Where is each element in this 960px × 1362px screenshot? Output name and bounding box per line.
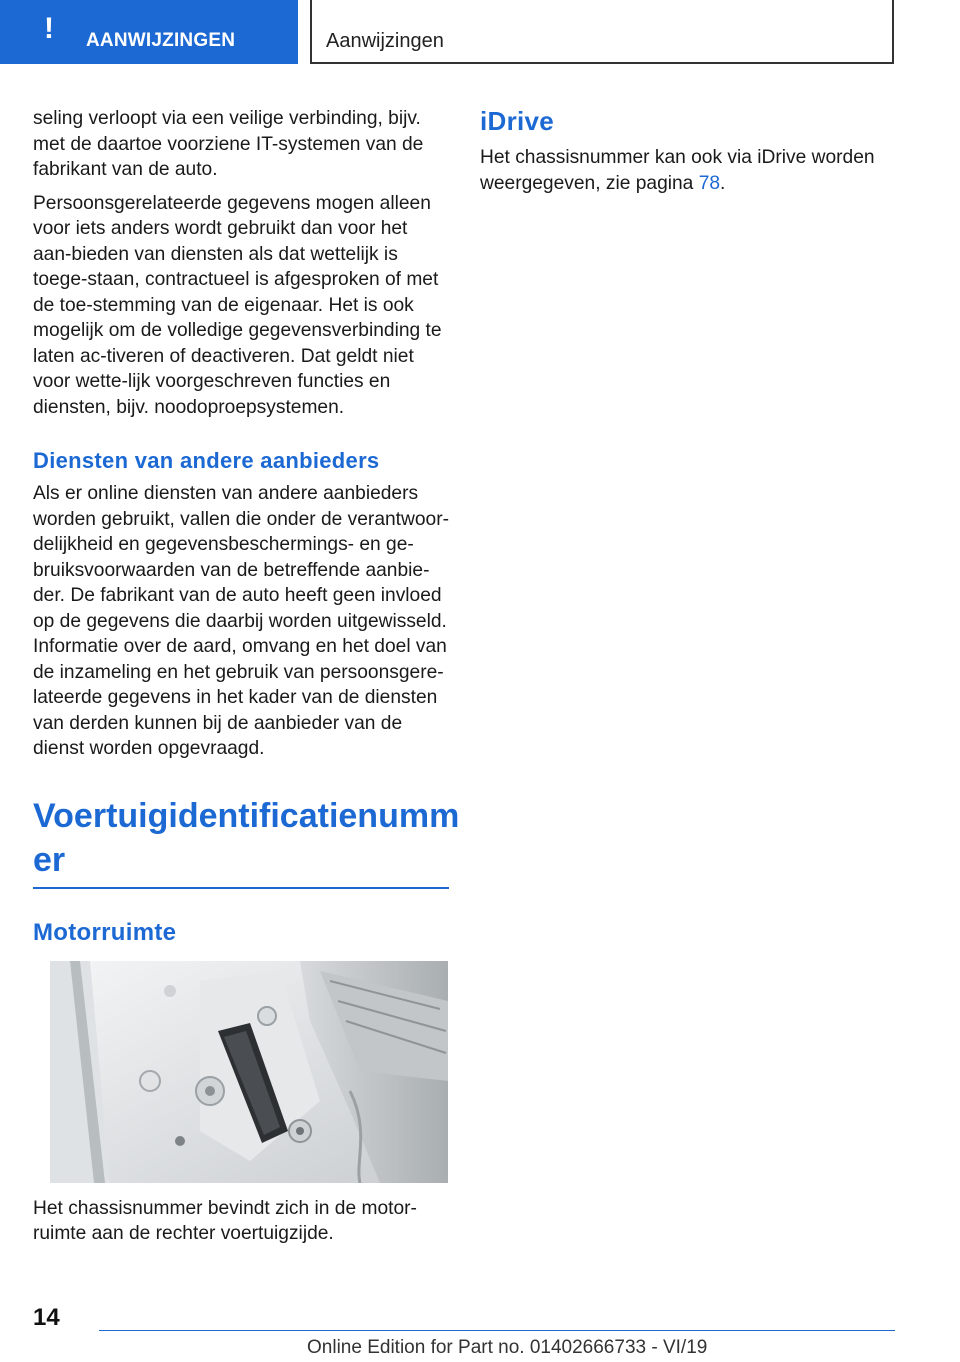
engine-bay-image <box>50 961 448 1183</box>
footer-rule <box>99 1330 895 1331</box>
paragraph-personal-data: Persoonsgerelateerde gegevens mogen alleen voor iets anders wordt gebruikt dan voor het aan-bieden van diensten als dat wettelijk is toege-staan, contractueel is afgesproken of met de toe-stemming van de eigenaar. Het is ook mogelijk om de volledige gegevensverbinding te laten ac-tiveren of deactiveren. Dat geldt niet voor wette-lijk voorgeschreven functies en diensten, bijv. noodoproepsystemen. <box>33 192 442 418</box>
engine-bay-caption: Het chassisnummer bevindt zich in de motor-ruimte aan de rechter voertuigzijde. <box>33 1197 417 1244</box>
heading-third-party-services: Diensten van andere aanbieders <box>33 448 380 473</box>
heading-idrive: iDrive <box>480 106 555 136</box>
section-tab[interactable] <box>0 0 298 64</box>
paragraph-third-party: Als er online diensten van andere aanbieders worden gebruikt, vallen die onder de verantwoor-delijkheid en gegevensbeschermings- en ge-bruiksvoorwaarden van de betreffende aanbie-der. De fabrikant van de auto heeft geen invloed op de gegevens die daarbij worden uitgewisseld. Informatie over de aard, omvang en het doel van de inzameling en het gebruik van persoonsgere-lateerde gegevens in het kader van de diensten van derden kunnen bij de aanbieder van de dienst worden opgevraagd. <box>33 483 449 759</box>
page-number: 14 <box>33 1304 60 1331</box>
idrive-text: Het chassisnummer kan ook via iDrive worden weergegeven, zie pagina <box>480 147 875 194</box>
paragraph-idrive <box>480 145 896 196</box>
idrive-text-end: . <box>720 172 726 194</box>
heading-engine-bay: Motorruimte <box>33 918 177 946</box>
right-column <box>480 106 896 196</box>
heading-rule <box>33 887 449 889</box>
page-link-78[interactable]: 78 <box>698 172 721 194</box>
footer-edition: Online Edition for Part no. 01402666733 - VI/19 <box>307 1337 708 1358</box>
left-column <box>33 106 460 1247</box>
heading-vin-line1: Voertuigidentificatienumm <box>33 796 460 835</box>
page-title: Aanwijzingen <box>326 30 444 52</box>
heading-vin-line2: er <box>33 840 66 879</box>
paragraph-data-transfer: seling verloopt via een veilige verbinding, bijv. met de daartoe voorziene IT-systemen van de fabrikant van de auto. <box>33 108 424 180</box>
heading-vin <box>33 794 460 882</box>
exclamation-icon: ! <box>44 12 54 45</box>
section-tab-label: AANWIJZINGEN <box>86 30 236 51</box>
